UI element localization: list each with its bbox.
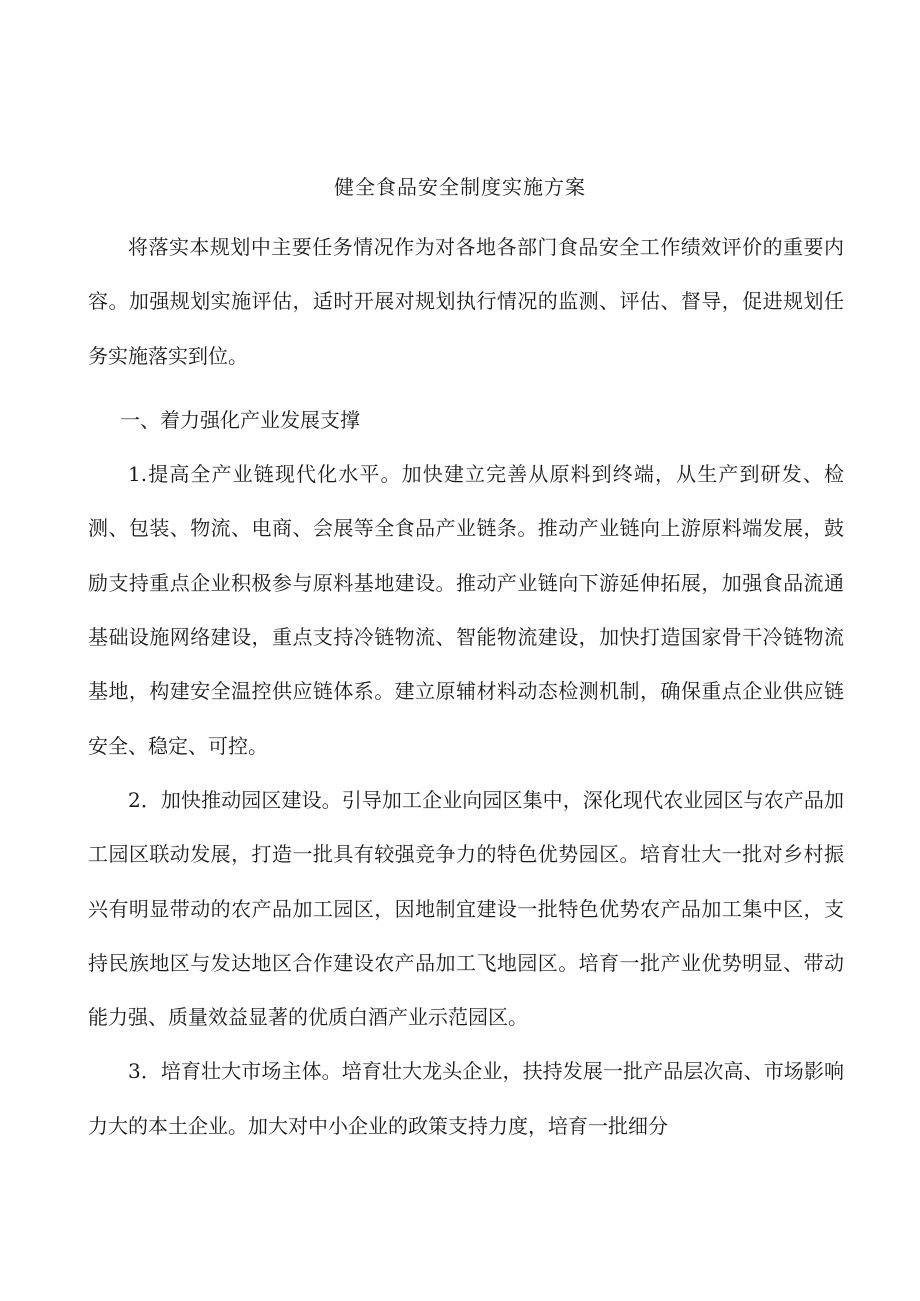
item-paragraph-3: 3．培育壮大市场主体。培育壮大龙头企业，扶持发展一批产品层次高、市场影响力大的本土企业。加大对中小企业的政策支持力度，培育一批细分	[88, 1059, 844, 1138]
intro-paragraph: 将落实本规划中主要任务情况作为对各地各部门食品安全工作绩效评价的重要内容。加强规划实施评估，适时开展对规划执行情况的监测、评估、督导，促进规划任务实施落实到位。	[88, 235, 844, 368]
item-paragraph-1: 1.提高全产业链现代化水平。加快建立完善从原料到终端，从生产到研发、检测、包装、物流、电商、会展等全食品产业链条。推动产业链向上游原料端发展，鼓励支持重点企业积极参与原料基地建设。推动产业链向下游延伸拓展，加强食品流通基础设施网络建设，重点支持冷链物流、智能物流建设，加快打造国家骨干冷链物流基地，构建安全温控供应链体系。建立原辅材料动态检测机制，确保重点企业供应链安全、稳定、可控。	[88, 462, 844, 758]
section-heading: 一、着力强化产业发展支撑	[120, 407, 360, 432]
document-body	[88, 220, 844, 1153]
item-paragraph-2: 2．加快推动园区建设。引导加工企业向园区集中，深化现代农业园区与农产品加工园区联动发展，打造一批具有较强竞争力的特色优势园区。培育壮大一批对乡村振兴有明显带动的农产品加工园区，因地制宜建设一批特色优势农产品加工集中区，支持民族地区与发达地区合作建设农产品加工飞地园区。培育一批产业优势明显、带动能力强、质量效益显著的优质白酒产业示范园区。	[88, 787, 844, 1030]
document-title: 健全食品安全制度实施方案	[334, 175, 586, 199]
